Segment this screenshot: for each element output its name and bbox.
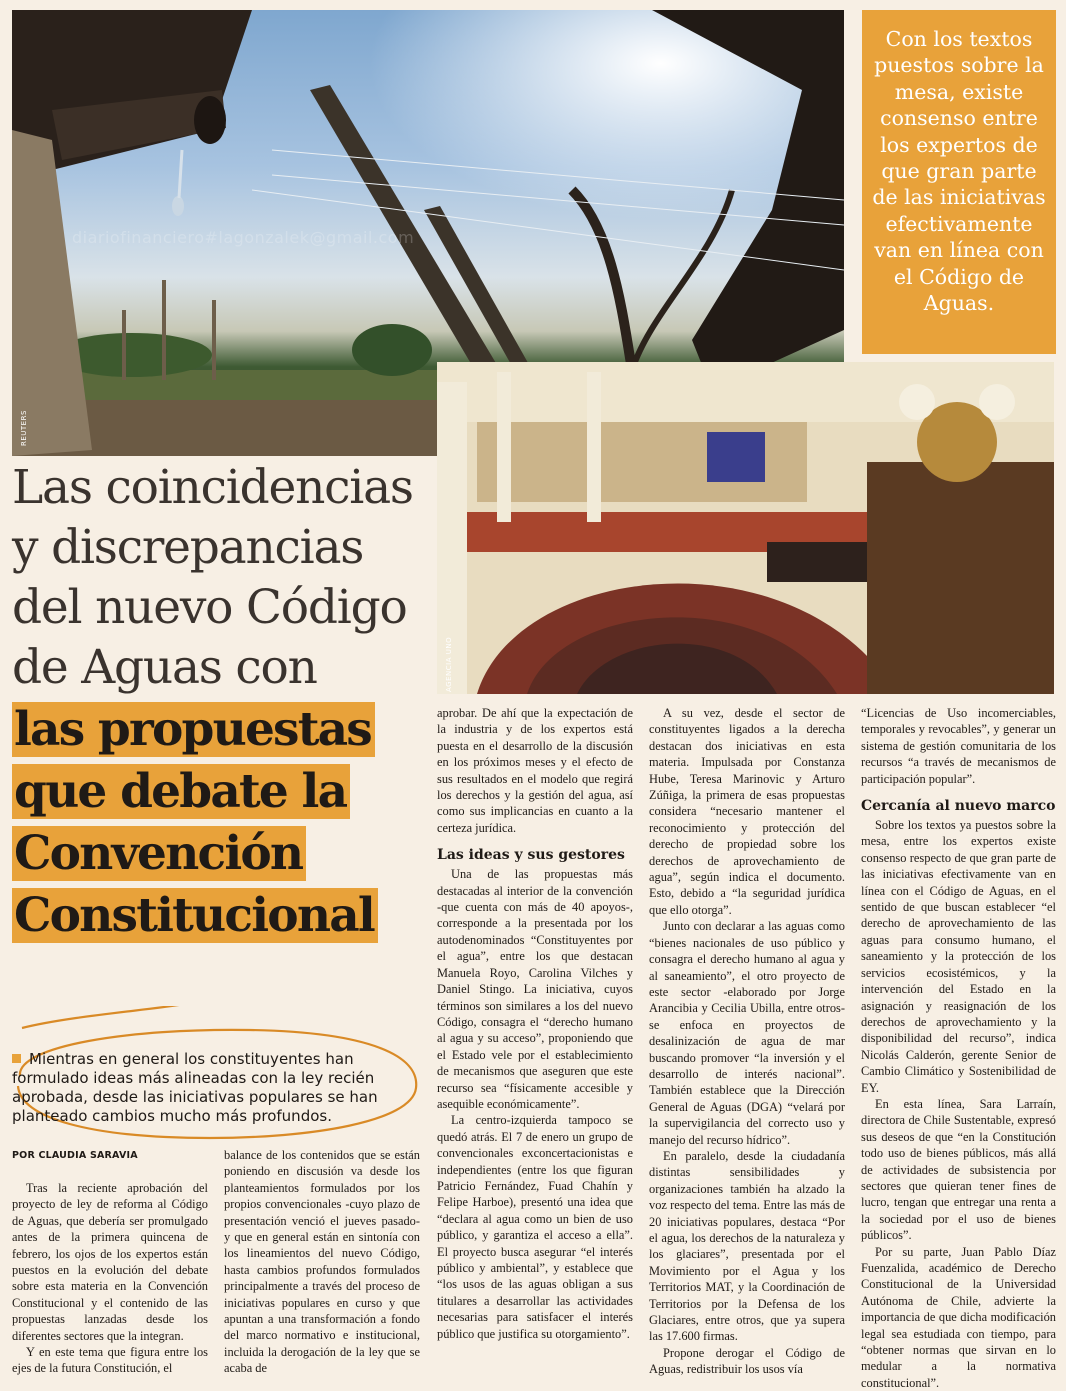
paragraph: Y en este tema que figura entre los ejes de la futura Constitución, el <box>12 1345 208 1376</box>
paragraph: aprobar. De ahí que la expectación de la industria y de los expertos está puesta en el desarrollo de la discusión en los próximos meses y el efecto de sus resultados en el modelo que regirá los derechos y la gestión del agua, así como sus implicancias en cuanto a la certeza jurídica. <box>437 706 633 835</box>
headline-highlight: que debate la <box>12 764 350 819</box>
headline-line: del nuevo Código <box>12 580 407 635</box>
paragraph: En paralelo, desde la ciudadanía distintas sensibilidades y organizaciones también ha alzado la voz respecto del tema. Entre las más de 20 iniciativas populares, destaca “Por el agua, los derechos de la naturaleza y los glaciares”, presentada por el Movimiento por el Agua y los Territorios MAT, y la Coordinación de Territorios por la Defensa de los Glaciares, entre otros, que ya supera las 17.600 firmas. <box>649 1148 845 1344</box>
headline-highlight: Constitucional <box>12 888 378 943</box>
paragraph: Tras la reciente aprobación del proyecto de ley de reforma al Código de Aguas, que debería ser promulgado antes de la primera quincena de febrero, los ojos de los expertos están puestos en la evolución del debate sobre esta materia en la Convención Constitucional y el contenido de las propuestas lanzadas desde los diferentes sectores que la integran. <box>12 1181 208 1343</box>
chamber-photo <box>437 362 1054 694</box>
section-heading: Las ideas y sus gestores <box>437 847 625 864</box>
column-3 <box>437 705 633 1342</box>
section-heading: Cercanía al nuevo marco <box>861 798 1056 815</box>
paragraph: La centro-izquierda tampoco se quedó atrás. El 7 de enero un grupo de convencionales exconcertacionistas e independientes (entre los que figuran Patricio Fernández, Fuad Chahín y Felipe Harboe), presentó una idea que “declara al agua como un bien de uso público, y garantiza el acceso a ella”. El proyecto busca asegurar “el interés público y ambiental”, y establece que “los usos de las aguas obligan a sus titulares a desarrollar las actividades necesarias para satisfacer el interés público que justifica su otorgamiento”. <box>437 1113 633 1341</box>
paragraph: Junto con declarar a las aguas como “bienes nacionales de uso público y consagra el derecho humano al agua y al saneamiento”, el otro proyecto de este sector -elaborado por Jorge Arancibia y Cecilia Ubilla, entre otros- se enfoca en proyectos de desalinización de agua de mar buscando promover “la inversión y el desarrollo de interés nacional”. También establece que la Dirección General de Aguas (DGA) “velará por la supervigilancia del correcto uso y manejo del recurso hídrico”. <box>649 919 845 1147</box>
subhead-text: Mientras en general los constituyentes han formulado ideas más alineadas con la ley recién aprobada, desde las iniciativas populares se han planteado cambios mucho más profundos. <box>12 1050 378 1125</box>
headline-highlight: las propuestas <box>12 702 375 757</box>
chamber-illustration <box>437 362 1054 694</box>
paragraph: En esta línea, Sara Larraín, directora de Chile Sustentable, expresó sus deseos de que “en la Constitución todo uso de bienes públicos, más allá de actividades de subsistencia por sectores que quieran tener fines de lucro, tengan que entregar una renta a la sociedad por el uso de bienes públicos”. <box>861 1096 1056 1243</box>
headline-light <box>12 458 432 698</box>
watermark: diariofinanciero#lagonzalek@gmail.com <box>72 228 415 247</box>
column-1 <box>12 1180 208 1377</box>
column-4 <box>649 705 845 1378</box>
paragraph: Propone derogar el Código de Aguas, redistribuir los usos vía <box>649 1345 845 1377</box>
headline-line: y discrepancias <box>12 520 364 575</box>
headline-line: Las coincidencias <box>12 460 413 515</box>
paragraph: “Licencias de Uso incomerciables, temporales y revocables”, y generar un sistema de gestión comunitaria de los recursos “a través de mecanismos de participación popular”. <box>861 706 1056 786</box>
paragraph: A su vez, desde el sector de constituyentes ligados a la derecha destacan dos iniciativas en esta materia. Impulsada por Constanza Hube, Teresa Marinovic y Arturo Zúñiga, la primera de esas propuestas considera “necesario mantener el reconocimiento y protección del derecho de propiedad sobre los derechos de aprovechamiento de agua”, según indica el documento. Esto, debido a “la seguridad jurídica que ello otorga”. <box>649 706 845 917</box>
paragraph: Por su parte, Juan Pablo Díaz Fuenzalida, académico de Derecho Constitucional de la Universidad Autónoma de Chile, advierte la importancia de que dicha modificación legal sea estudiada con tiempo, para “obtener normas que sirvan en lo medular a la normativa constitucional”. <box>861 1244 1056 1390</box>
paragraph: Sobre los textos ya puestos sobre la mesa, entre los expertos existe consenso respecto de que gran parte de las iniciativas efectivamente van en línea con el Código de Aguas, en el sentido de que buscan establecer “el derecho de aprovechamiento de las aguas para consumo humano, el saneamiento y la protección de los servicios ecosistémicos, y la intervención del Estado en la asignación y reasignación de los derechos de aprovechamiento y la disponibilidad del recurso”, indica Nicolás Calderón, gerente Senior de Cambio Climático y Sostenibilidad de EY. <box>861 818 1056 1095</box>
photo-credit-reuters: REUTERS <box>20 410 28 446</box>
column-2 <box>224 1147 420 1377</box>
photo-credit-agencia-uno: AGENCIA UNO <box>445 636 453 692</box>
square-bullet-icon <box>12 1054 21 1063</box>
pullquote: Con los textos puestos sobre la mesa, existe consenso entre los expertos de que gran parte de las iniciativas efectivamente van en línea con el Código de Aguas. <box>862 10 1056 354</box>
headline-highlight: Convención <box>12 826 306 881</box>
column-5 <box>861 705 1056 1391</box>
subhead <box>12 1050 422 1126</box>
headline-bold <box>12 700 432 948</box>
byline: POR CLAUDIA SARAVIA <box>12 1150 138 1161</box>
headline-line: de Aguas con <box>12 640 317 695</box>
paragraph: balance de los contenidos que se están poniendo en discusión va desde los planteamientos formulados por los propios convencionales -cuyo plazo de presentación venció el jueves pasado- y que en general están en sintonía con los lineamientos del nuevo Código, hasta cambios profundos formulados principalmente a través del proceso de iniciativas populares en curso y que apuntan a una transformación a fondo del marco normativo e institucional, incluida la derogación de la ley que se acaba de <box>224 1148 420 1376</box>
paragraph: Una de las propuestas más destacadas al interior de la convención -que cuenta con más de 40 apoyos-, corresponde a la presentada por los autodenominados “Constituyentes por el agua”, entre los que destacan Manuela Royo, Carolina Vilches y Daniel Stingo. La iniciativa, cuyos términos son similares a los del nuevo Código, consagra el “derecho humano al agua y su acceso”, proponiendo que el Estado vele por el establecimiento de mecanismos que aseguren que este recurso sea “físicamente accesible y asequible económicamente”. <box>437 867 633 1111</box>
